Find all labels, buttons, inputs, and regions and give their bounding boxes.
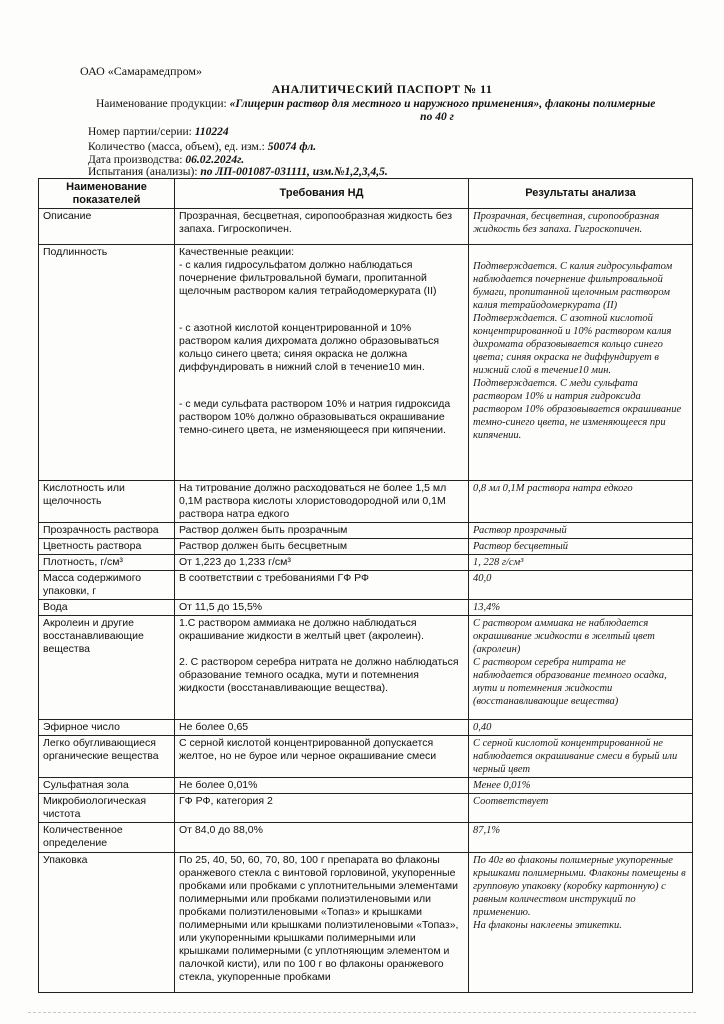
indicator-cell: Масса содержимого упаковки, г xyxy=(39,571,175,600)
requirement-cell xyxy=(175,523,469,539)
requirement-text: Качественные реакции: xyxy=(179,246,295,258)
header-indicator: Наименование показателей xyxy=(39,179,175,209)
date-value: 06.02.2024г. xyxy=(185,154,245,166)
requirement-cell xyxy=(175,778,469,794)
indicator-cell: Плотность, г/см³ xyxy=(39,555,175,571)
result-text: Менее 0,01% xyxy=(473,780,531,791)
batch-label: Номер партии/серии: xyxy=(88,126,192,138)
result-cell xyxy=(469,209,693,245)
result-cell xyxy=(469,523,693,539)
product-line xyxy=(96,97,696,111)
requirement-cell xyxy=(175,853,469,993)
requirement-text: В соответствии с требованиями ГФ РФ xyxy=(179,572,369,584)
tests-label: Испытания (анализы): xyxy=(88,166,198,178)
requirement-text: От 1,223 до 1,233 г/см³ xyxy=(179,556,291,568)
result-text: По 40г во флаконы полимерные укупоренные крышками полимерными. Флаконы помещены в групповую упаковку (коробку картонную) с равным количеством инструкций по применению. xyxy=(473,855,686,918)
result-text: 13,4% xyxy=(473,602,501,613)
requirement-text: Раствор должен быть бесцветным xyxy=(179,540,348,552)
table-row xyxy=(39,778,693,794)
quantity-label: Количество (масса, объем), ед. изм.: xyxy=(88,141,265,153)
table-row xyxy=(39,555,693,571)
indicator-cell: Описание xyxy=(39,209,175,245)
table-row xyxy=(39,823,693,853)
date-label: Дата производства: xyxy=(88,154,183,166)
result-cell xyxy=(469,720,693,736)
result-cell xyxy=(469,600,693,616)
result-text: 40,0 xyxy=(473,573,492,584)
result-text: Раствор прозрачный xyxy=(473,525,567,536)
result-cell xyxy=(469,481,693,523)
spacer xyxy=(473,246,688,260)
indicator-cell: Прозрачность раствора xyxy=(39,523,175,539)
requirement-cell xyxy=(175,571,469,600)
product-value: «Глицерин раствор для местного и наружного применения», флаконы полимерные xyxy=(229,98,656,110)
spacer xyxy=(179,643,464,656)
indicator-cell: Сульфатная зола xyxy=(39,778,175,794)
indicator-cell: Подлинность xyxy=(39,245,175,481)
result-cell xyxy=(469,853,693,993)
product-label: Наименование продукции: xyxy=(96,98,227,110)
requirement-cell xyxy=(175,245,469,481)
result-cell xyxy=(469,555,693,571)
result-cell xyxy=(469,736,693,778)
indicator-cell: Акролеин и другие восстанавливающие вещества xyxy=(39,616,175,720)
requirement-text: Прозрачная, бесцветная, сиропообразная жидкость без запаха. Гигроскопичен. xyxy=(179,210,453,235)
requirement-text: - с меди сульфата раствором 10% и натрия гидроксида раствором 10% должно образовываться окрашивание темно-синего цвета, не изменяющееся при кипячении. xyxy=(179,398,451,436)
requirement-cell xyxy=(175,600,469,616)
table-row xyxy=(39,571,693,600)
quantity-value: 50074 фл. xyxy=(267,141,317,153)
requirement-text: 2. С раствором серебра нитрата не должно наблюдаться образование темного осадка, мути и потемнения жидкости (восстанавливающие вещества). xyxy=(179,656,459,694)
result-text: С серной кислотой концентрированной не наблюдается окрашивание смеси в бурый или черный цвет xyxy=(473,738,678,775)
result-text: 0,40 xyxy=(473,722,492,733)
date-line xyxy=(88,154,244,166)
requirement-cell xyxy=(175,616,469,720)
requirement-text: - с азотной кислотой концентрированной и 10% раствором калия дихромата должно образовываться кольцо синего цвета; синяя окраска не должна диффундировать в нижний слой в течение10 мин. xyxy=(179,322,440,373)
requirement-text: По 25, 40, 50, 60, 70, 80, 100 г препарата во флаконы оранжевого стекла с винтовой горловиной, укупоренные пробками или пробками с уплотнительными элементами полимерными или пробками полиэтиленовыми или пробками полиэтиленовыми «Топаз» и крышками полимерными или крышками полиэтиленовыми «Топаз», или укупоренными крышками полимерными или крышками полимерными (с уплотняющим элементом и палочкой кисти), или по 100 г во флаконы оранжевого стекла, укупоренные пробками xyxy=(179,854,459,983)
requirement-cell xyxy=(175,209,469,245)
quantity-line xyxy=(88,141,316,153)
result-text: Соответствует xyxy=(473,796,549,807)
result-text: С раствором серебра нитрата не наблюдается образование темного осадка, мути и потемнения жидкости (восстанавливающие вещества) xyxy=(473,657,667,707)
result-text: Прозрачная, бесцветная, сиропообразная жидкость без запаха. Гигроскопичен. xyxy=(473,211,660,235)
table-header-row xyxy=(39,179,693,209)
indicator-cell: Кислотность или щелочность xyxy=(39,481,175,523)
result-text: С раствором аммиака не наблюдается окрашивание жидкости в желтый цвет (акролеин) xyxy=(473,618,655,655)
result-cell xyxy=(469,539,693,555)
requirement-cell xyxy=(175,823,469,853)
result-text: 0,8 мл 0,1М раствора натра едкого xyxy=(473,483,633,494)
tests-line xyxy=(88,166,388,178)
batch-line xyxy=(88,126,229,138)
spacer xyxy=(179,374,464,398)
requirement-text: От 11,5 до 15,5% xyxy=(179,601,263,613)
result-cell xyxy=(469,616,693,720)
batch-value: 110224 xyxy=(194,126,229,138)
result-text: 1, 228 г/см³ xyxy=(473,557,524,568)
spacer xyxy=(179,298,464,322)
requirement-cell xyxy=(175,794,469,823)
table-row xyxy=(39,853,693,993)
result-cell xyxy=(469,823,693,853)
table-row xyxy=(39,523,693,539)
result-cell xyxy=(469,794,693,823)
table-row xyxy=(39,209,693,245)
header-requirements: Требования НД xyxy=(175,179,469,209)
table-row xyxy=(39,720,693,736)
requirement-text: ГФ РФ, категория 2 xyxy=(179,795,273,807)
requirement-text: Не более 0,01% xyxy=(179,779,258,791)
requirement-text: С серной кислотой концентрированной допускается желтое, но не бурое или черное окрашивание смеси xyxy=(179,737,437,762)
result-text: На флаконы наклеены этикетки. xyxy=(473,920,622,931)
result-cell xyxy=(469,778,693,794)
company-name: ОАО «Самарамедпром» xyxy=(80,64,202,78)
result-text: Подтверждается. С азотной кислотой концентрированной и 10% раствором калия дихромата образовывается кольцо синего цвета; синяя окраска не диффундирует в нижний слой в течение10 мин. xyxy=(473,313,672,376)
requirement-cell xyxy=(175,736,469,778)
header-results: Результаты анализа xyxy=(469,179,693,209)
result-text: 87,1% xyxy=(473,825,501,836)
scan-edge-artifact xyxy=(28,1012,696,1015)
table-row xyxy=(39,616,693,720)
table-body xyxy=(39,209,693,993)
table-row xyxy=(39,600,693,616)
requirement-cell xyxy=(175,481,469,523)
result-text: Подтверждается. С меди сульфата раствором 10% и натрия гидроксида раствором 10% образовывается окрашивание темно-синего цвета, не изменяющееся при кипячении. xyxy=(473,378,682,441)
product-value-continued: по 40 г xyxy=(420,111,454,123)
requirement-text: 1.С раствором аммиака не должно наблюдаться окрашивание жидкости в желтый цвет (акролеин). xyxy=(179,617,424,642)
requirement-text: Не более 0,65 xyxy=(179,721,249,733)
tests-value: по ЛП-001087-031111, изм.№1,2,3,4,5. xyxy=(200,166,388,178)
requirement-text: На титрование должно расходоваться не более 1,5 мл 0,1М раствора кислоты хлористоводородной или 0,1М раствора натра едкого xyxy=(179,482,447,520)
indicator-cell: Цветность раствора xyxy=(39,539,175,555)
table-row xyxy=(39,539,693,555)
requirement-text: Раствор должен быть прозрачным xyxy=(179,524,348,536)
indicator-cell: Легко обугливающиеся органические вещества xyxy=(39,736,175,778)
table-row xyxy=(39,794,693,823)
result-text: Раствор бесцветный xyxy=(473,541,568,552)
requirement-text: От 84,0 до 88,0% xyxy=(179,824,263,836)
requirement-cell xyxy=(175,555,469,571)
requirement-text: - с калия гидросульфатом должно наблюдаться почернение фильтровальной бумаги, пропитанной щелочным раствором калия тетрайодомеркурата (II) xyxy=(179,259,437,297)
result-cell xyxy=(469,571,693,600)
result-cell xyxy=(469,245,693,481)
indicator-cell: Эфирное число xyxy=(39,720,175,736)
indicator-cell: Вода xyxy=(39,600,175,616)
requirement-cell xyxy=(175,539,469,555)
document-title: АНАЛИТИЧЕСКИЙ ПАСПОРТ № 11 xyxy=(271,82,493,96)
analysis-table xyxy=(38,178,693,993)
result-text: Подтверждается. С калия гидросульфатом наблюдается почернение фильтровальной бумаги, пропитанной щелочным раствором калия тетрайодомеркурата (II) xyxy=(473,261,673,311)
indicator-cell: Количественное определение xyxy=(39,823,175,853)
table-row xyxy=(39,736,693,778)
indicator-cell: Упаковка xyxy=(39,853,175,993)
requirement-cell xyxy=(175,720,469,736)
indicator-cell: Микробиологическая чистота xyxy=(39,794,175,823)
table-row xyxy=(39,245,693,481)
table-row xyxy=(39,481,693,523)
